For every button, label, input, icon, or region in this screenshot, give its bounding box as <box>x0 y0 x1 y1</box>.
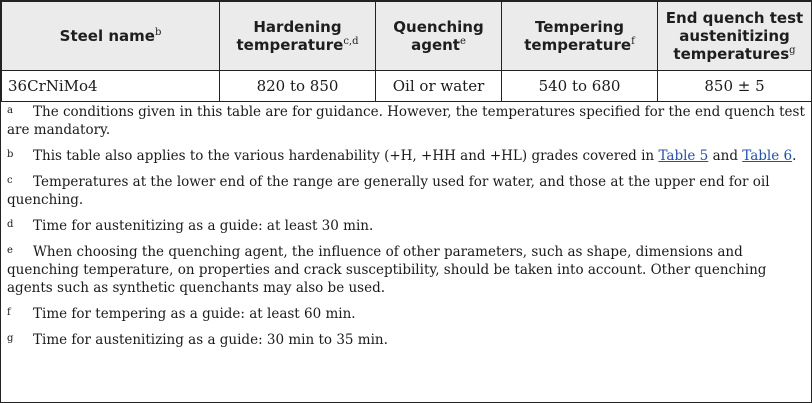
footnote-e: e When choosing the quenching agent, the influence of other parameters, such as shape, dimensions and quenching temperature, on properties and crack susceptibility, should be taken into account. Other quenching agents such as synthetic quenchants may also be used. <box>7 244 767 296</box>
footnote-mark: c <box>7 175 13 186</box>
table-header-row <box>2 2 812 71</box>
footnote-b: b This table also applies to the various hardenability (+H, +HH and +HL) grades covered in Table 5 and Table 6. <box>7 148 797 164</box>
footnote-mark: b <box>7 149 14 160</box>
footnote-ref: b <box>154 27 162 38</box>
footnote-g: g Time for austenitizing as a guide: 30 min to 35 min. <box>7 332 388 348</box>
footnote-mark: e <box>7 245 13 256</box>
footnote-ref: e <box>459 36 466 47</box>
footnote-ref: g <box>789 45 796 56</box>
header-hardening-temperature: Hardening temperature$^{c,d}$ <box>220 2 376 71</box>
header-quenching-agent: Quenching agent$^e$ <box>376 2 502 71</box>
link-table-6[interactable]: Table 6 <box>742 148 793 164</box>
cell-steel-name: 36CrNiMo4 <box>2 71 220 102</box>
cell-quenching: Oil or water <box>376 71 502 102</box>
link-table-5[interactable]: Table 5 <box>658 148 709 164</box>
header-steel-name: Steel name$^b$ <box>2 2 220 71</box>
cell-tempering: 540 to 680 <box>502 71 658 102</box>
header-end-quench-test: End quench test austenitizing temperatures$^g$ <box>658 2 812 71</box>
footnote-ref: c,d <box>343 36 359 47</box>
footnote-c: c Temperatures at the lower end of the range are generally used for water, and those at the upper end for oil quenching. <box>7 174 770 208</box>
footnote-mark: a <box>7 105 13 116</box>
table-row <box>2 71 812 102</box>
cell-hardening: 820 to 850 <box>220 71 376 102</box>
footnote-ref: f <box>631 36 635 47</box>
footnote-d: d Time for austenitizing as a guide: at least 30 min. <box>7 218 374 234</box>
footnote-f: f Time for tempering as a guide: at least 60 min. <box>7 306 356 322</box>
footnote-mark: g <box>7 333 14 344</box>
header-tempering-temperature: Tempering temperature$^f$ <box>502 2 658 71</box>
footnotes <box>1 101 811 355</box>
footnote-mark: f <box>7 307 11 318</box>
footnote-a: a The conditions given in this table are for guidance. However, the temperatures specified for the end quench test are mandatory. <box>7 104 805 138</box>
footnote-mark: d <box>7 219 14 230</box>
heat-treatment-table <box>1 1 812 102</box>
cell-end-quench: 850 ± 5 <box>658 71 812 102</box>
